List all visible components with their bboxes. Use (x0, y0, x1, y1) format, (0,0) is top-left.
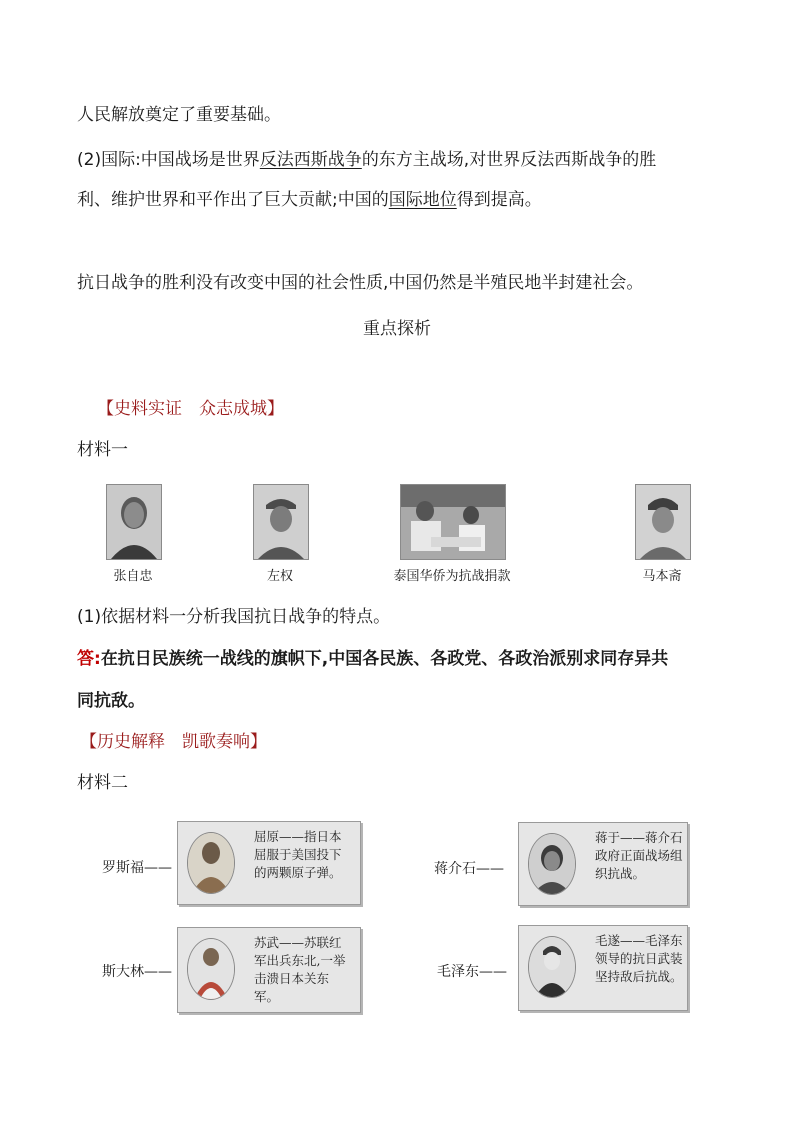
paragraph-line (77, 104, 281, 126)
answer-text: 在抗日民族统一战线的旗帜下,中国各民族、各政党、各政治派别求同存异共 (100, 649, 669, 669)
portrait-icon (187, 832, 235, 894)
paragraph-text: 利、维护世界和平作出了巨大贡献;中国的 (77, 190, 389, 210)
portrait-icon (528, 833, 576, 895)
underlined-term: 国际地位 (388, 190, 457, 210)
photo-caption: 泰国华侨为抗战捐款 (393, 569, 511, 584)
card-label: 毛泽东—— (437, 964, 507, 980)
photo-caption: 左权 (266, 569, 293, 584)
underlined-term: 反法西斯战争 (259, 150, 362, 170)
paragraph-text: (2)国际:中国战场是世界 (77, 150, 260, 170)
answer-label: 答: (77, 649, 101, 669)
card-text: 蒋于——蒋介石政府正面战场组织抗战。 (595, 830, 683, 881)
paragraph-line (77, 272, 643, 294)
section-heading: 【史料实证 众志成城】 (97, 399, 284, 419)
question-text: (1)依据材料一分析我国抗日战争的特点。 (77, 607, 391, 627)
material-label: 材料一 (77, 440, 128, 460)
analogy-card (518, 822, 688, 906)
card-label: 罗斯福—— (102, 860, 172, 876)
portrait-icon (187, 938, 235, 1000)
section-heading: 【历史解释 凯歌奏响】 (80, 732, 267, 752)
analogy-card (518, 925, 688, 1011)
answer-line (77, 648, 668, 670)
paragraph-line (77, 189, 542, 211)
analogy-card (177, 821, 361, 905)
card-text: 毛遂——毛泽东领导的抗日武装坚持敌后抗战。 (595, 933, 683, 984)
answer-text: 同抗敌。 (77, 691, 145, 711)
portrait-photo (635, 484, 691, 560)
card-text: 屈原——指日本屈服于美国投下的两颗原子弹。 (254, 829, 342, 880)
portrait-photo (253, 484, 309, 560)
portrait-photo (106, 484, 162, 560)
paragraph-text: 得到提高。 (456, 190, 542, 210)
section-title: 重点探析 (363, 319, 431, 339)
portrait-icon (528, 936, 576, 998)
photo-caption: 张自忠 (113, 569, 153, 584)
material-label: 材料二 (77, 773, 128, 793)
photo-caption: 马本斋 (642, 569, 682, 584)
paragraph-text: 人民解放奠定了重要基础。 (77, 105, 281, 125)
paragraph-line (77, 149, 656, 171)
group-photo (400, 484, 506, 560)
card-label: 斯大林—— (102, 964, 172, 980)
paragraph-text: 抗日战争的胜利没有改变中国的社会性质,中国仍然是半殖民地半封建社会。 (77, 273, 644, 293)
card-label: 蒋介石—— (434, 861, 504, 877)
analogy-card (177, 927, 361, 1013)
paragraph-text: 的东方主战场,对世界反法西斯战争的胜 (361, 150, 657, 170)
card-text: 苏武——苏联红军出兵东北,一举击溃日本关东军。 (254, 935, 346, 1004)
